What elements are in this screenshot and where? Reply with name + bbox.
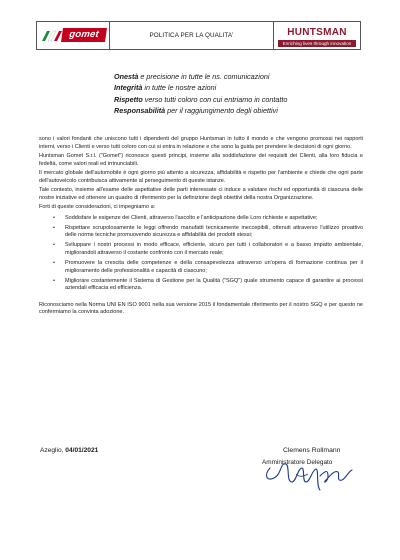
italian-flag-icon bbox=[41, 29, 63, 43]
bullet-icon: • bbox=[53, 242, 55, 249]
value-responsibility bbox=[114, 105, 364, 116]
commitment-text: Promuovere la crescita delle competenze e della consapevolezza attraverso un'opera di formazione continua per il miglioramento delle professionalità e capacità di ciascuno; bbox=[65, 260, 363, 274]
commitment-text: Migliorare costantemente il Sistema di Gestione per la Qualità ("SGQ") quale strumento capace di garantire ai processi aziendali efficacia ed efficienza. bbox=[65, 277, 363, 292]
bullet-icon: • bbox=[53, 260, 55, 266]
value-keyword: Rispetto bbox=[114, 94, 143, 104]
commitment-item bbox=[39, 242, 363, 257]
iso-norm-paragraph: Riconosciamo nella Norma UNI EN ISO 9001 nella sua versione 2015 il fondamentale riferimento per il nostro SGQ e per questo ne confermiamo la convinta adozione. bbox=[39, 301, 363, 316]
commitment-text: Soddisfare le esigenze dei Clienti, attraverso l'ascolto e l'anticipazione delle Loro richieste e aspettative; bbox=[65, 214, 318, 221]
commitment-lead: Forti di queste considerazioni, ci impegniamo a: bbox=[39, 203, 156, 210]
huntsman-logo-text: HUNTSMAN bbox=[287, 27, 347, 38]
value-honesty bbox=[114, 71, 364, 82]
huntsman-logo bbox=[274, 22, 360, 49]
principles-paragraph: Huntsman Gomet S.r.l. ("Gomet") riconosce questi principi, insieme alla soddisfazione dei requisiti dei Clienti, alla loro fiducia e fedeltà, come valori reali ed irrinunciabili. bbox=[39, 152, 363, 167]
commitment-item bbox=[39, 225, 363, 240]
commitment-item bbox=[39, 260, 363, 275]
place-and-date bbox=[40, 447, 98, 454]
place: Azeglio, bbox=[40, 447, 66, 454]
commitment-item bbox=[39, 278, 363, 293]
value-respect bbox=[114, 94, 364, 105]
bullet-icon: • bbox=[53, 214, 55, 221]
document-title: POLITICA PER LA QUALITA' bbox=[110, 22, 274, 49]
huntsman-tagline: Enriching lives through innovation bbox=[278, 40, 356, 47]
context-paragraph: Tale contesto, insieme all'esame delle aspettative delle parti interessate ci induce a valutare rischi ed opportunità di ciascuna delle nostre iniziative ed ottenere un quadro di riferimento per la definizione degli obiettivi della nostra Organizzazione. bbox=[39, 186, 363, 201]
value-keyword: Onestà bbox=[114, 72, 139, 81]
value-text: verso tutti coloro con cui entriamo in contatto bbox=[142, 94, 288, 104]
commitment-item bbox=[39, 215, 363, 223]
commitment-list bbox=[39, 215, 363, 293]
value-keyword: Responsabilità bbox=[114, 106, 166, 116]
value-integrity bbox=[114, 82, 364, 93]
commitment-text: Rispettare scrupolosamente le leggi offrendo manufatti tecnicamente ineccepibili, ottenuti attraverso l'utilizzo proattivo delle norme tecniche promuovendo sicurezza e affidabilità dei prodotti stessi; bbox=[65, 224, 363, 239]
date: 04/01/2021 bbox=[65, 447, 99, 454]
intro-paragraph: sono i valori fondanti che uniscono tutti i dipendenti del gruppo Huntsman in tutto il mondo e che vengono promossi nei rapporti interni, verso i Clienti e verso tutti coloro con cui si entra in relazione e che sono la guida per prendere le decisioni di ogni giorno. bbox=[39, 136, 363, 150]
gomet-logo bbox=[37, 22, 110, 49]
document-header bbox=[36, 21, 361, 50]
bullet-icon: • bbox=[53, 277, 55, 284]
value-text: e precisione in tutte le ns. comunicazioni bbox=[138, 72, 270, 81]
gomet-logo-text: gomet bbox=[61, 28, 107, 42]
core-values bbox=[114, 71, 364, 117]
value-text: per il raggiungimento degli obiettivi bbox=[165, 106, 278, 116]
signer-role: Amministratore Delegato bbox=[262, 459, 333, 466]
signer-name: Clemens Rollmann bbox=[283, 447, 341, 454]
value-keyword: Integrità bbox=[114, 83, 143, 93]
policy-body bbox=[39, 136, 363, 319]
handwritten-signature bbox=[256, 452, 356, 492]
market-paragraph: Il mercato globale dell'automobile è ogni giorno più attento a sicurezza, affidabilità e rispetto per l'ambiente e chiede che ogni parte dell'autoveicolo contribuisca attivamente al perseguimento di queste istanze. bbox=[39, 169, 363, 184]
commitment-text: Sviluppare i nostri processi in modo efficace, efficiente, sicuro per tutti i collaboratori e a basso impatto ambientale, migliorandoli attraverso il costante confronto con il mercato reale; bbox=[65, 242, 363, 256]
value-text: in tutte le nostre azioni bbox=[142, 83, 217, 93]
bullet-icon: • bbox=[53, 224, 55, 231]
